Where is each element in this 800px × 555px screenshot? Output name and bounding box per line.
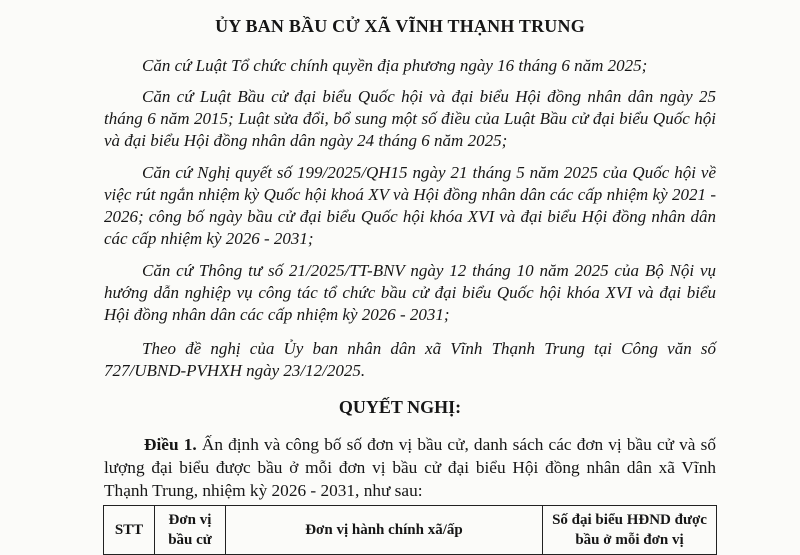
- header-electoral-unit: Đơn vị bầu cử: [155, 506, 226, 555]
- preamble-resolution-199: Căn cứ Nghị quyết số 199/2025/QH15 ngày 21 tháng 5 năm 2025 của Quốc hội về việc rút ngắn nhiệm kỳ Quốc hội khoá XV và Hội đồng nhân dân các cấp nhiệm kỳ 2021 - 2026; công bố ngày bầu cử đại biểu Quốc hội khóa XVI và đại biểu Hội đồng nhân dân các cấp nhiệm kỳ 2026 - 2031;: [104, 163, 716, 248]
- article-1-text: Ấn định và công bố số đơn vị bầu cử, danh sách các đơn vị bầu cử và số lượng đại biểu được bầu ở mỗi đơn vị bầu cử đại biểu Hội đồng nhân dân xã Vĩnh Thạnh Trung, nhiệm kỳ 2026 - 2031, như sau:: [104, 435, 716, 500]
- document-title: ỦY BAN BẦU CỬ XÃ VĨNH THẠNH TRUNG: [215, 16, 585, 36]
- article-1: [104, 433, 716, 502]
- preamble-election-law: Căn cứ Luật Bầu cử đại biểu Quốc hội và đại biểu Hội đồng nhân dân ngày 25 tháng 6 năm 2015; Luật sửa đổi, bổ sung một số điều của Luật Bầu cử đại biểu Quốc hội và đại biểu Hội đồng nhân dân ngày 24 tháng 6 năm 2025;: [104, 87, 716, 150]
- electoral-units-table: [103, 505, 717, 555]
- header-delegate-count: Số đại biểu HĐND được bầu ở mỗi đơn vị: [543, 506, 717, 555]
- article-1-label: Điều 1.: [144, 435, 197, 454]
- table-header-row: [104, 506, 717, 555]
- resolution-heading: QUYẾT NGHỊ:: [338, 397, 462, 417]
- preamble-proposal: Theo đề nghị của Ủy ban nhân dân xã Vĩnh Thạnh Trung tại Công văn số 727/UBND-PVHXH ngày 23/12/2025.: [104, 339, 716, 380]
- header-administrative-unit: Đơn vị hành chính xã/ấp: [226, 506, 543, 555]
- header-stt: STT: [104, 506, 155, 555]
- preamble-local-government-law: Căn cứ Luật Tổ chức chính quyền địa phương ngày 16 tháng 6 năm 2025;: [142, 56, 648, 75]
- preamble-circular-21: Căn cứ Thông tư số 21/2025/TT-BNV ngày 12 tháng 10 năm 2025 của Bộ Nội vụ hướng dẫn nghiệp vụ công tác tổ chức bầu cử đại biểu Quốc hội khóa XVI và đại biểu Hội đồng nhân dân các cấp nhiệm kỳ 2026 - 2031;: [104, 261, 716, 324]
